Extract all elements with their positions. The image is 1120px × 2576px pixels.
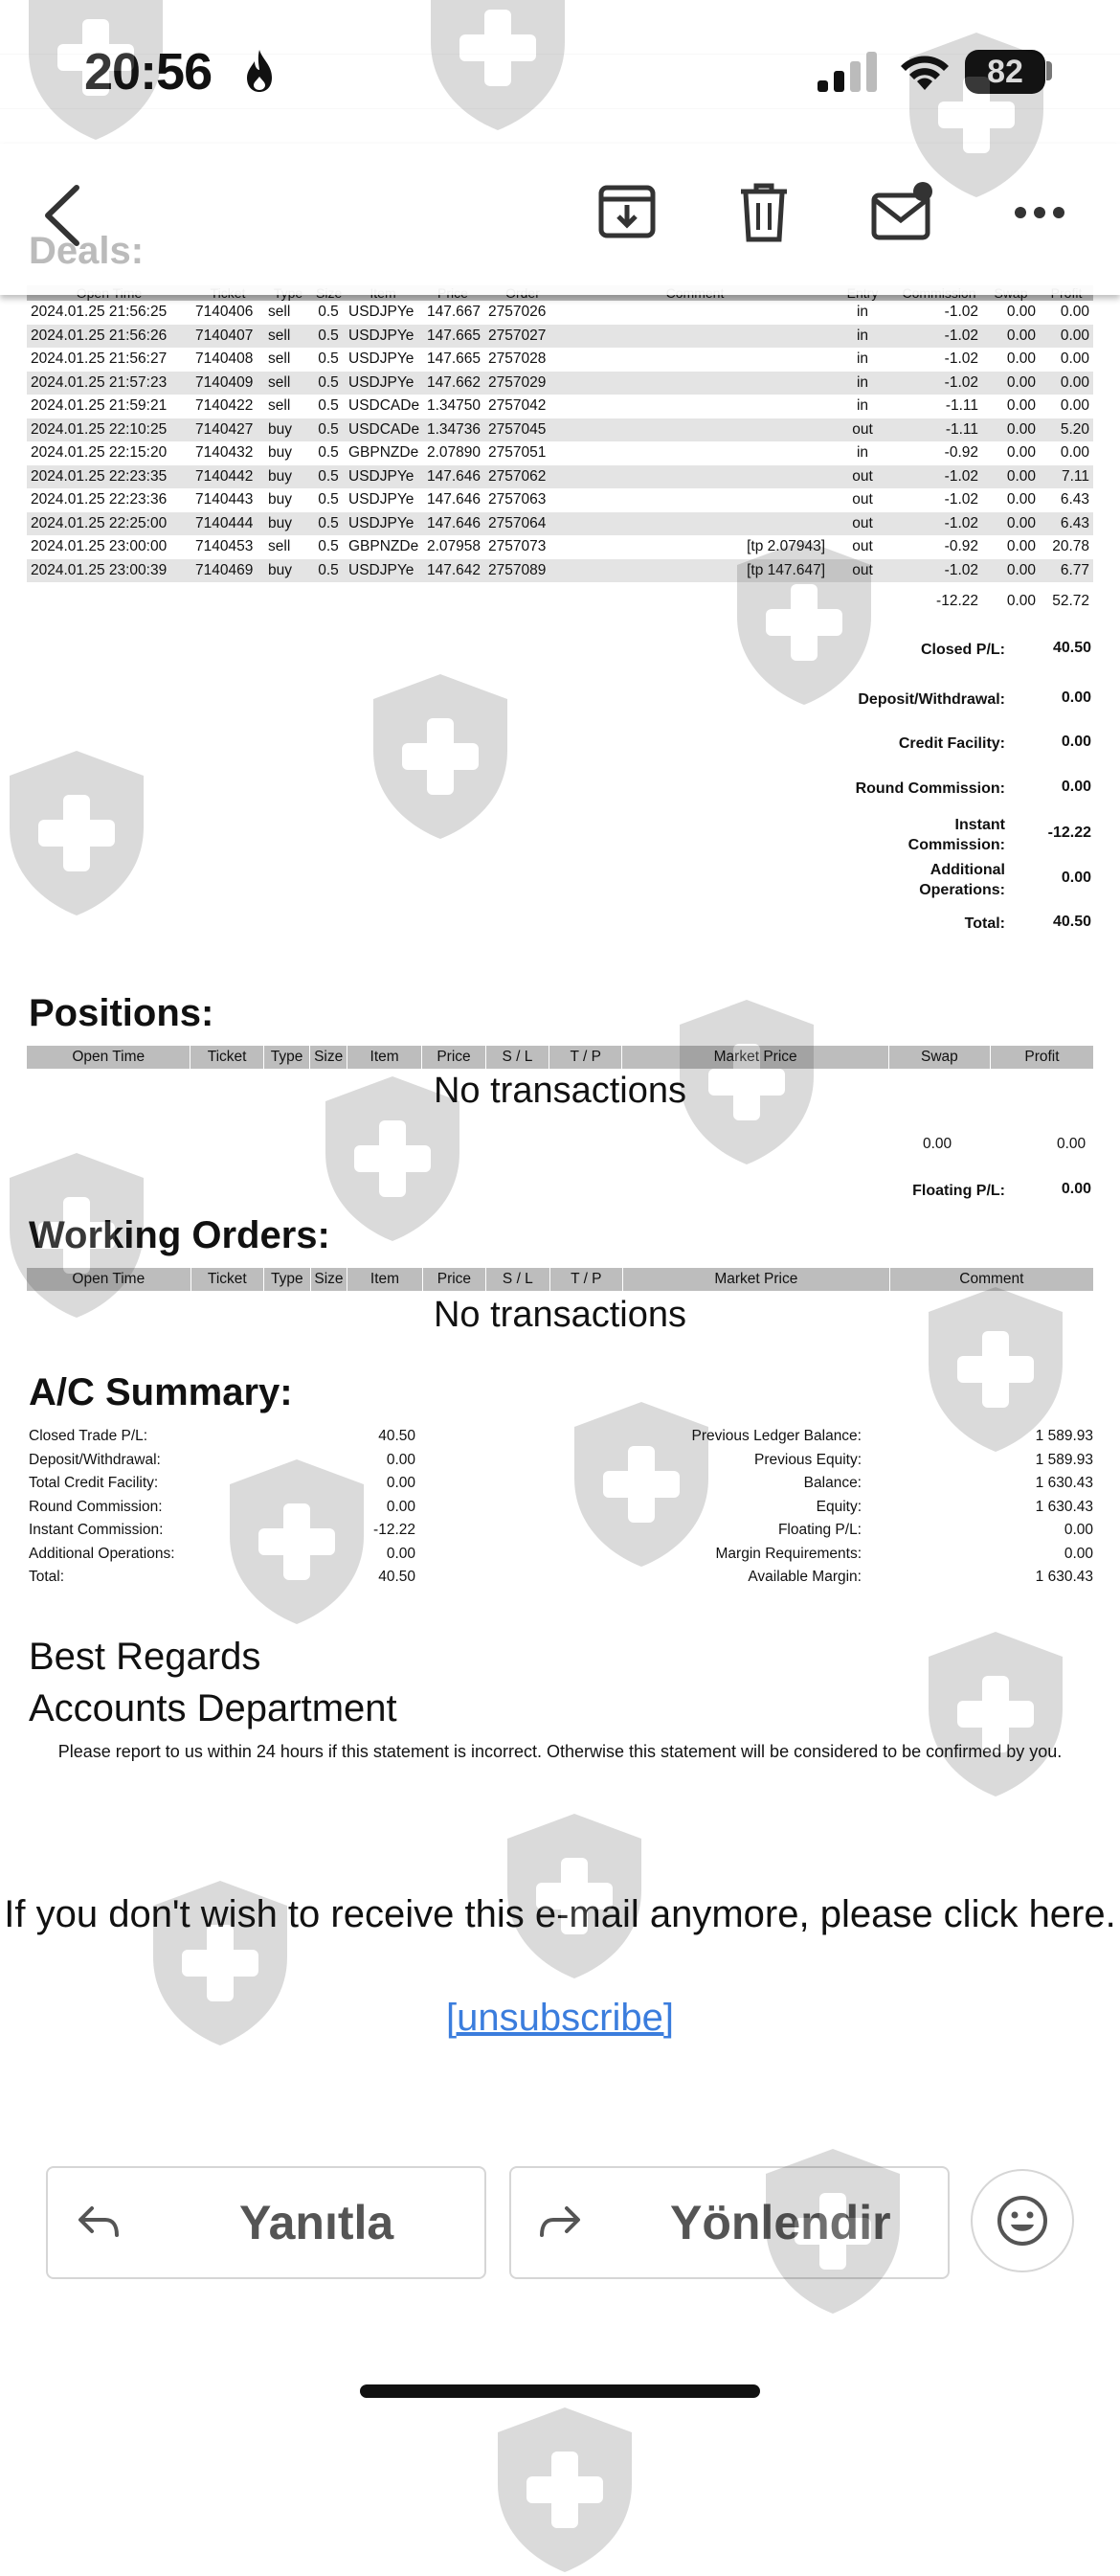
emoji-button[interactable] [971, 2169, 1074, 2272]
table-row [27, 418, 1093, 442]
deals-title: Deals: [29, 230, 145, 272]
table-cell: 5.20 [1040, 418, 1093, 442]
table-cell: 2757089 [484, 559, 561, 583]
regards-line-1: Best Regards [29, 1636, 261, 1678]
table-cell: 147.646 [421, 465, 484, 489]
table-cell: 7140469 [191, 559, 264, 583]
table-cell: -1.02 [896, 372, 982, 395]
shield-watermark-icon [488, 2404, 641, 2576]
table-cell: -1.02 [896, 512, 982, 536]
table-cell: sell [264, 325, 312, 349]
summary-instant-commission: Instant Commission: -12.22 [907, 817, 1091, 853]
home-indicator[interactable] [360, 2384, 760, 2398]
table-cell: USDCADe [345, 418, 421, 442]
table-cell: 0.00 [1060, 304, 1089, 321]
signal-icon [816, 50, 881, 94]
unsubscribe-text: If you don't wish to receive this e-mail anymore, please click here. [4, 1893, 1116, 1935]
table-cell: out [829, 418, 896, 442]
battery-indicator: 82 [965, 50, 1045, 94]
table-cell: in [856, 444, 869, 462]
wifi-icon [898, 48, 952, 94]
summary-round-commission: Round Commission: 0.00 [855, 779, 1091, 797]
ord-col-market-price: Market Price [623, 1268, 890, 1291]
ord-col-open-time: Open Time [27, 1268, 191, 1291]
table-cell: 7140407 [191, 325, 264, 349]
table-cell: 2024.01.25 22:23:35 [27, 465, 191, 489]
table-cell: USDJPYe [345, 372, 421, 395]
table-cell: USDJPYe [345, 465, 421, 489]
table-cell: 0.00 [982, 465, 1040, 489]
table-cell: 2024.01.25 21:59:21 [31, 397, 168, 415]
table-cell: 2757062 [484, 465, 561, 489]
table-cell: 0.00 [1060, 397, 1089, 415]
status-bar [0, 0, 1120, 144]
table-cell: 0.00 [1006, 350, 1036, 368]
table-row [27, 488, 1093, 512]
positions-title: Positions: [29, 992, 214, 1034]
table-cell: 147.665 [421, 325, 484, 349]
table-cell: -1.02 [944, 491, 978, 508]
table-cell: 0.00 [1060, 350, 1089, 368]
table-cell: USDJPYe [345, 325, 421, 349]
back-icon[interactable] [38, 182, 86, 249]
table-cell: 1.34736 [421, 418, 484, 442]
positions-swap-total: 0.00 [923, 1136, 952, 1152]
table-cell: -1.02 [896, 465, 982, 489]
table-cell: 6.77 [1040, 559, 1093, 583]
status-time: 20:56 [84, 43, 213, 101]
table-cell: USDJPYe [348, 304, 414, 321]
table-cell: 0.5 [312, 465, 345, 489]
table-cell: 2757026 [488, 304, 547, 321]
ac-summary-right [613, 1425, 1093, 1590]
table-cell: 6.43 [1040, 512, 1093, 536]
table-cell: 0.5 [318, 444, 339, 462]
table-cell [561, 372, 829, 395]
table-cell: 2.07890 [426, 444, 481, 462]
table-cell: 0.00 [1060, 444, 1089, 462]
pos-col-size: Size [310, 1046, 347, 1069]
table-cell: 2024.01.25 21:56:26 [27, 325, 191, 349]
shield-watermark-icon [0, 747, 153, 919]
table-cell: buy [268, 444, 292, 462]
orders-header [27, 1268, 1093, 1291]
table-cell: USDJPYe [348, 491, 414, 508]
acs-right-row: Equity: 1 630.43 [816, 1498, 1093, 1515]
table-cell: 2024.01.25 23:00:39 [27, 559, 191, 583]
table-cell [561, 488, 829, 512]
reply-button[interactable] [46, 2166, 486, 2279]
ord-col-item: Item [347, 1268, 422, 1291]
table-cell: buy [264, 465, 312, 489]
pos-col-price: Price [422, 1046, 485, 1069]
table-cell: 147.665 [426, 350, 481, 368]
table-cell: sell [268, 350, 291, 368]
table-cell: 0.00 [982, 512, 1040, 536]
table-cell: 0.00 [982, 418, 1040, 442]
acs-left-row: Round Commission: 0.00 [29, 1498, 415, 1515]
table-cell: 7.11 [1040, 465, 1093, 489]
ord-col-sl: S / L [486, 1268, 549, 1291]
ord-col-type: Type [264, 1268, 311, 1291]
table-row [27, 441, 1093, 465]
reply-label: Yanıtla [239, 2196, 394, 2249]
table-cell [561, 348, 829, 372]
table-cell: sell [268, 397, 291, 415]
table-cell: 2757027 [484, 325, 561, 349]
acs-right-row: Margin Requirements: 0.00 [715, 1545, 1093, 1562]
table-cell: buy [264, 418, 312, 442]
table-cell: 2.07958 [426, 538, 481, 555]
acs-left-row: Total Credit Facility: 0.00 [29, 1475, 415, 1492]
ord-col-tp: T / P [550, 1268, 623, 1291]
deals-summary [766, 640, 1091, 937]
forward-icon [536, 2203, 582, 2241]
table-cell: out [852, 491, 873, 508]
table-cell: out [852, 538, 873, 555]
table-row [27, 325, 1093, 349]
positions-empty: No transactions [433, 1071, 686, 1111]
acs-right-row: Previous Ledger Balance: 1 589.93 [691, 1428, 1093, 1445]
pos-col-item: Item [347, 1046, 422, 1069]
table-cell: -1.02 [944, 304, 978, 321]
table-cell: 147.642 [421, 559, 484, 583]
table-cell: 0.5 [312, 325, 345, 349]
orders-empty: No transactions [433, 1295, 686, 1335]
summary-additional: Additional Operations: 0.00 [919, 862, 1091, 898]
shield-watermark-icon [364, 670, 517, 843]
table-cell [561, 301, 829, 325]
table-cell: in [856, 304, 869, 321]
pos-col-tp: T / P [549, 1046, 622, 1069]
regards-line-2: Accounts Department [29, 1687, 397, 1729]
table-cell: USDJPYe [345, 512, 421, 536]
acs-left-row: Total: 40.50 [29, 1569, 415, 1586]
table-cell: in [829, 372, 896, 395]
ord-col-comment: Comment [959, 1271, 1024, 1287]
summary-credit: Credit Facility: 0.00 [898, 734, 1091, 752]
table-cell: 2024.01.25 21:57:23 [27, 372, 191, 395]
table-cell: 0.00 [1006, 444, 1036, 462]
table-row [27, 301, 1093, 325]
acs-right-row: Floating P/L: 0.00 [777, 1522, 1093, 1539]
table-cell: sell [268, 538, 291, 555]
ord-col-price: Price [423, 1268, 486, 1291]
table-cell: USDJPYe [348, 350, 414, 368]
table-cell: 7140453 [195, 538, 254, 555]
table-cell: 7140432 [195, 444, 254, 462]
table-cell: 0.5 [312, 372, 345, 395]
acs-left-row: Additional Operations: 0.00 [29, 1545, 415, 1562]
table-cell: in [856, 350, 869, 368]
table-cell: 2024.01.25 22:25:00 [27, 512, 191, 536]
flame-icon [243, 48, 276, 94]
shield-watermark-icon [919, 1628, 1072, 1800]
summary-deposit: Deposit/Withdrawal: 0.00 [858, 689, 1091, 708]
table-row [27, 395, 1093, 418]
table-cell: 7140408 [195, 350, 254, 368]
pos-col-sl: S / L [486, 1046, 549, 1069]
table-cell: in [829, 325, 896, 349]
table-cell: 147.646 [421, 512, 484, 536]
table-cell: -0.92 [944, 444, 978, 462]
table-cell: out [829, 512, 896, 536]
mail-toolbar [0, 144, 1120, 295]
positions-profit-total: 0.00 [1057, 1136, 1086, 1152]
table-cell: USDCADe [348, 397, 420, 415]
table-cell: sell [264, 372, 312, 395]
unsubscribe-link-wrap [0, 1992, 1120, 2044]
table-cell [561, 465, 829, 489]
acs-right-row: Available Margin: 1 630.43 [748, 1569, 1093, 1586]
summary-total: Total: 40.50 [964, 914, 1091, 932]
ord-col-size: Size [311, 1268, 348, 1291]
table-cell: buy [264, 559, 312, 583]
pos-col-swap: Swap [889, 1046, 991, 1069]
floating-pl: Floating P/L: 0.00 [912, 1181, 1091, 1199]
table-cell: 7140422 [195, 397, 254, 415]
table-cell: 2757064 [484, 512, 561, 536]
table-cell [561, 441, 829, 465]
table-cell [561, 395, 829, 418]
table-cell: out [829, 559, 896, 583]
table-cell: 2024.01.25 22:23:36 [31, 491, 168, 508]
pos-col-type: Type [264, 1046, 311, 1069]
pos-col-open-time: Open Time [27, 1046, 190, 1069]
table-cell: 6.43 [1060, 491, 1089, 508]
table-cell: 0.00 [982, 372, 1040, 395]
table-row [27, 535, 1093, 559]
acs-left-row: Closed Trade P/L: 40.50 [29, 1428, 415, 1445]
table-cell: 2757042 [488, 397, 547, 415]
table-cell: 0.5 [318, 397, 339, 415]
table-cell: buy [264, 512, 312, 536]
forward-label: Yönlendir [670, 2196, 891, 2249]
more-icon[interactable] [1013, 203, 1066, 222]
deals-table [27, 285, 1093, 621]
table-cell: 2757063 [488, 491, 547, 508]
table-cell: in [856, 397, 869, 415]
ac-summary-title: A/C Summary: [29, 1371, 293, 1413]
table-cell: 0.00 [1006, 491, 1036, 508]
mail-unread-icon[interactable] [871, 182, 934, 241]
pos-col-market-price: Market Price [622, 1046, 888, 1069]
table-cell: 2757051 [488, 444, 547, 462]
table-cell: -1.11 [945, 397, 978, 415]
table-cell: 7140427 [191, 418, 264, 442]
table-cell: out [829, 465, 896, 489]
table-cell [561, 418, 829, 442]
table-cell: 0.00 [1040, 372, 1093, 395]
table-cell: GBPNZDe [348, 444, 419, 462]
table-cell: 147.662 [421, 372, 484, 395]
total-swap: 0.00 [1006, 593, 1036, 609]
table-cell: 0.5 [318, 304, 339, 321]
table-cell: 2024.01.25 22:15:20 [31, 444, 168, 462]
table-cell: 0.5 [318, 538, 339, 555]
table-cell: 7140409 [191, 372, 264, 395]
table-cell: 0.00 [982, 325, 1040, 349]
table-cell: 0.5 [312, 512, 345, 536]
table-row [27, 372, 1093, 395]
ac-summary-left [29, 1425, 415, 1590]
table-cell: 2024.01.25 21:56:27 [31, 350, 168, 368]
table-row [27, 559, 1093, 583]
table-cell: 147.646 [426, 491, 481, 508]
table-cell: 2757028 [488, 350, 547, 368]
table-cell: 2024.01.25 21:56:25 [31, 304, 168, 321]
table-cell: buy [268, 491, 292, 508]
pos-col-ticket: Ticket [190, 1046, 263, 1069]
table-cell: 0.5 [312, 559, 345, 583]
table-cell: 0.00 [1040, 325, 1093, 349]
table-row [27, 465, 1093, 489]
table-cell: 0.5 [318, 491, 339, 508]
acs-left-row: Deposit/Withdrawal: 0.00 [29, 1451, 415, 1468]
positions-header [27, 1046, 1093, 1069]
table-cell: [tp 2.07943] [747, 538, 825, 555]
disclaimer-text: Please report to us within 24 hours if this statement is incorrect. Otherwise this statement will be considered to be confirmed by you. [57, 1742, 1063, 1761]
table-cell: 2757029 [484, 372, 561, 395]
table-cell: sell [268, 304, 291, 321]
table-row [27, 348, 1093, 372]
table-cell: 1.34750 [426, 397, 481, 415]
deals-totals-row [27, 582, 1093, 621]
trash-icon[interactable] [737, 182, 791, 243]
summary-closed-pl: Closed P/L: 40.50 [920, 640, 1091, 658]
table-cell: 2024.01.25 22:10:25 [27, 418, 191, 442]
table-cell: -1.02 [944, 350, 978, 368]
table-cell: 2757073 [488, 538, 547, 555]
table-cell: -0.92 [944, 538, 978, 555]
table-cell: USDJPYe [345, 559, 421, 583]
reply-icon [77, 2203, 123, 2241]
acs-right-row: Previous Equity: 1 589.93 [754, 1451, 1093, 1468]
total-profit: 52.72 [1052, 593, 1089, 609]
forward-button[interactable] [509, 2166, 950, 2279]
archive-icon[interactable] [597, 182, 657, 241]
table-cell: GBPNZDe [348, 538, 419, 555]
emoji-icon [997, 2195, 1048, 2247]
table-cell: 147.667 [426, 304, 481, 321]
table-cell: 7140444 [191, 512, 264, 536]
table-cell: 2757045 [484, 418, 561, 442]
table-cell: 7140442 [191, 465, 264, 489]
acs-left-row: Instant Commission: -12.22 [29, 1522, 415, 1539]
table-cell [561, 512, 829, 536]
table-cell: 0.5 [312, 418, 345, 442]
table-cell: 0.00 [982, 559, 1040, 583]
table-cell: 2024.01.25 23:00:00 [31, 538, 168, 555]
table-cell: 7140443 [195, 491, 254, 508]
total-commission: -12.22 [936, 593, 978, 609]
working-orders-title: Working Orders: [29, 1214, 330, 1256]
unsubscribe-link[interactable]: [unsubscribe] [446, 1997, 674, 2039]
battery-tip [1046, 61, 1052, 80]
table-cell: -1.02 [896, 325, 982, 349]
table-cell: 0.00 [1006, 397, 1036, 415]
table-cell: [tp 147.647] [561, 559, 829, 583]
table-cell [561, 325, 829, 349]
ord-col-ticket: Ticket [191, 1268, 264, 1291]
table-row [27, 512, 1093, 536]
table-cell: 0.5 [318, 350, 339, 368]
table-cell: 0.00 [1006, 538, 1036, 555]
table-cell: -1.11 [896, 418, 982, 442]
table-cell: 20.78 [1052, 538, 1089, 555]
table-cell: 7140406 [195, 304, 254, 321]
table-cell: 0.00 [1006, 304, 1036, 321]
pos-col-profit: Profit [1024, 1049, 1060, 1065]
acs-right-row: Balance: 1 630.43 [803, 1475, 1093, 1492]
table-cell: -1.02 [896, 559, 982, 583]
